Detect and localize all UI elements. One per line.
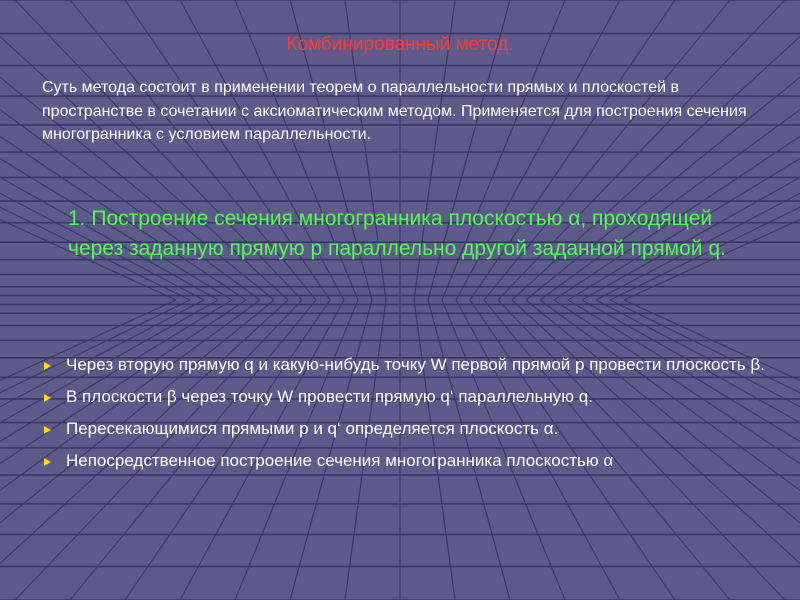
bullet-icon — [44, 362, 51, 370]
method-description: Суть метода состоит в применении теорем о параллельности прямых и плоскостей в пространстве в сочетании с аксиоматическим методом. Применяется для построения сечения многогранника с условием параллельности. — [42, 79, 747, 143]
step-item — [42, 385, 782, 409]
step-text: В плоскости β через точку W провести прямую q‘ параллельную q. — [66, 387, 593, 406]
steps-list — [42, 353, 782, 481]
step-text: Через вторую прямую q и какую-нибудь точку W первой прямой p провести плоскость β. — [66, 355, 765, 374]
step-item — [42, 417, 782, 441]
step-text: Непосредственное построение сечения многогранника плоскостью α — [66, 451, 614, 470]
bullet-icon — [44, 394, 51, 402]
slide-title: Комбинированный метод. — [286, 34, 514, 55]
step-item — [42, 353, 782, 377]
bullet-icon — [44, 426, 51, 434]
bullet-icon — [44, 458, 51, 466]
task-statement: 1. Построение сечения многогранника плоскостью α, проходящей через заданную прямую p параллельно другой заданной прямой q. — [68, 207, 726, 260]
step-text: Пересекающимися прямыми p и q‘ определяется плоскость α. — [66, 419, 559, 438]
step-item — [42, 449, 782, 473]
